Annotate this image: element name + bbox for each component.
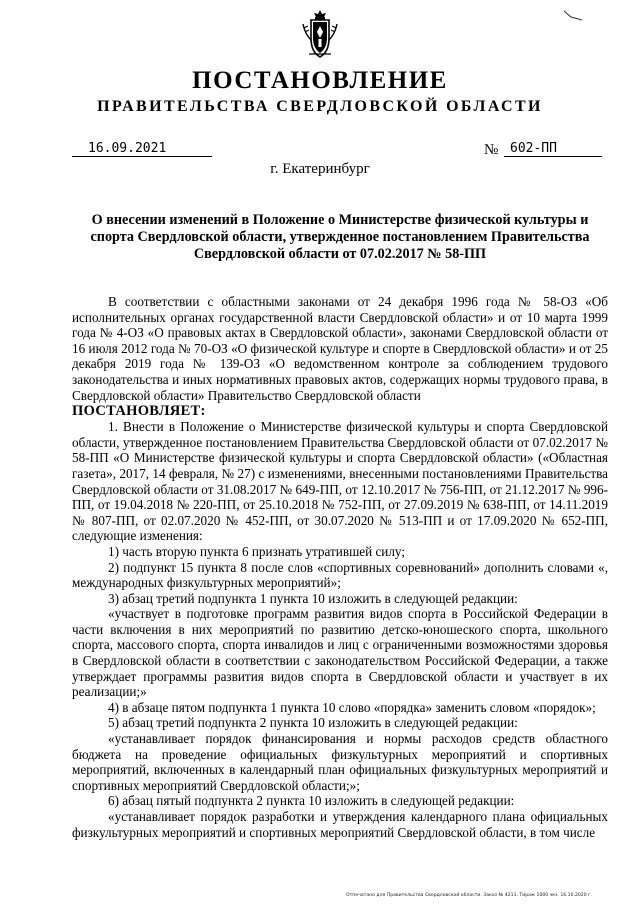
change-5-paragraph: 5) абзац третий подпункта 2 пункта 10 изложить в следующей редакции: [108, 715, 518, 731]
change-2-paragraph: 2) подпункт 15 пункта 8 после слов «спортивных соревнований» дополнить словами «, международных физкультурных мероприятий»; [72, 559, 608, 591]
document-type: ПОСТАНОВЛЕНИЕ [192, 67, 448, 94]
number-sign: № [484, 142, 499, 158]
item-1-paragraph: 1. Внести в Положение о Министерстве физической культуры и спорта Свердловской области, утвержденное постановлением Правительства Свердловской области от 07.02.2017 № 58-ПП «О Министерстве физической культуры и спорта Свердловской области» («Областная газета», 2017, 14 февраля, № 27) с изменениями, внесенными постановлениями Правительства Свердловской области от 31.08.2017 № 649-ПП, от 12.10.2017 № 756-ПП, от 21.12.2017 № 996-ПП, от 19.04.2018 № 220-ПП, от 25.10.2018 № 752-ПП, от 27.09.2019 № 638-ПП, от 14.11.2019 № 807-ПП, от 02.07.2020 № 452-ПП, от 30.07.2020 № 513-ПП и от 17.09.2020 № 652-ПП, следующие изменения: [72, 419, 608, 544]
print-footer: Отпечатано для Правительства Свердловской области. Заказ № 4211. Тираж 1000 экз. 16.10.2020 г. [346, 893, 592, 898]
change-6-paragraph: 6) абзац пятый подпункта 2 пункта 10 изложить в следующей редакции: [108, 793, 515, 809]
change-3-paragraph: 3) абзац третий подпункта 1 пункта 10 изложить в следующей редакции: [108, 590, 518, 606]
issuing-authority: ПРАВИТЕЛЬСТВА СВЕРДЛОВСКОЙ ОБЛАСТИ [97, 98, 543, 115]
change-4-paragraph: 4) в абзаце пятом подпункта 1 пункта 10 слово «порядка» заменить словом «порядок»; [108, 699, 596, 715]
change-1-paragraph: 1) часть вторую пункта 6 признать утратившей силу; [108, 543, 406, 559]
city: г. Екатеринбург [270, 161, 370, 177]
quote-6-paragraph: «устанавливает порядок разработки и утверждения календарного плана официальных физкультурных мероприятий и спортивных мероприятий Свердловской области, в том числе [72, 809, 608, 840]
decree-heading: ПОСТАНОВЛЯЕТ: [72, 403, 206, 420]
pen-mark-icon [562, 8, 586, 22]
quote-5-paragraph: «устанавливает порядок финансирования и нормы расходов средств областного бюджета на проведение официальных физкультурных мероприятий и спортивных мероприятий, включенных в календарный план официальных физкультурных мероприятий и спортивных мероприятий Свердловской области;»; [72, 731, 608, 793]
preamble-paragraph: В соответствии с областными законами от 24 декабря 1996 года № 58-ОЗ «Об исполнительных органах государственной власти Свердловской области» и от 10 марта 1999 года № 4-ОЗ «О правовых актах в Свердловской области», законами Свердловской области от 16 июля 2012 года № 70-ОЗ «О физической культуре и спорте в Свердловской области» и от 25 декабря 2019 года № 139-ОЗ «О ведомственном контроле за соблюдением трудового законодательства и иных нормативных правовых актов, содержащих нормы трудового права, в Свердловской области» Правительство Свердловской области [72, 294, 608, 403]
document-date: 16.09.2021 [72, 141, 212, 157]
document-body [72, 294, 608, 840]
quote-3-paragraph: «участвует в подготовке программ развития видов спорта в Российской Федерации в части включения в них мероприятий по развитию детско-юношеского спорта, школьного спорта, массового спорта, спорта инвалидов и лиц с ограниченными возможностями здоровья в Свердловской области в соответствии с законодательством Российской Федерации, а также утверждает программы развития видов спорта в Свердловской области и участвует в их реализации;» [72, 606, 608, 700]
coat-of-arms-icon [301, 8, 339, 60]
document-subject: О внесении изменений в Положение о Министерстве физической культуры и спорта Свердловской области, утвержденное постановлением Правительства Свердловской области от 07.02.2017 № 58-ПП [90, 212, 590, 262]
document-number: 602-ПП [504, 141, 602, 157]
